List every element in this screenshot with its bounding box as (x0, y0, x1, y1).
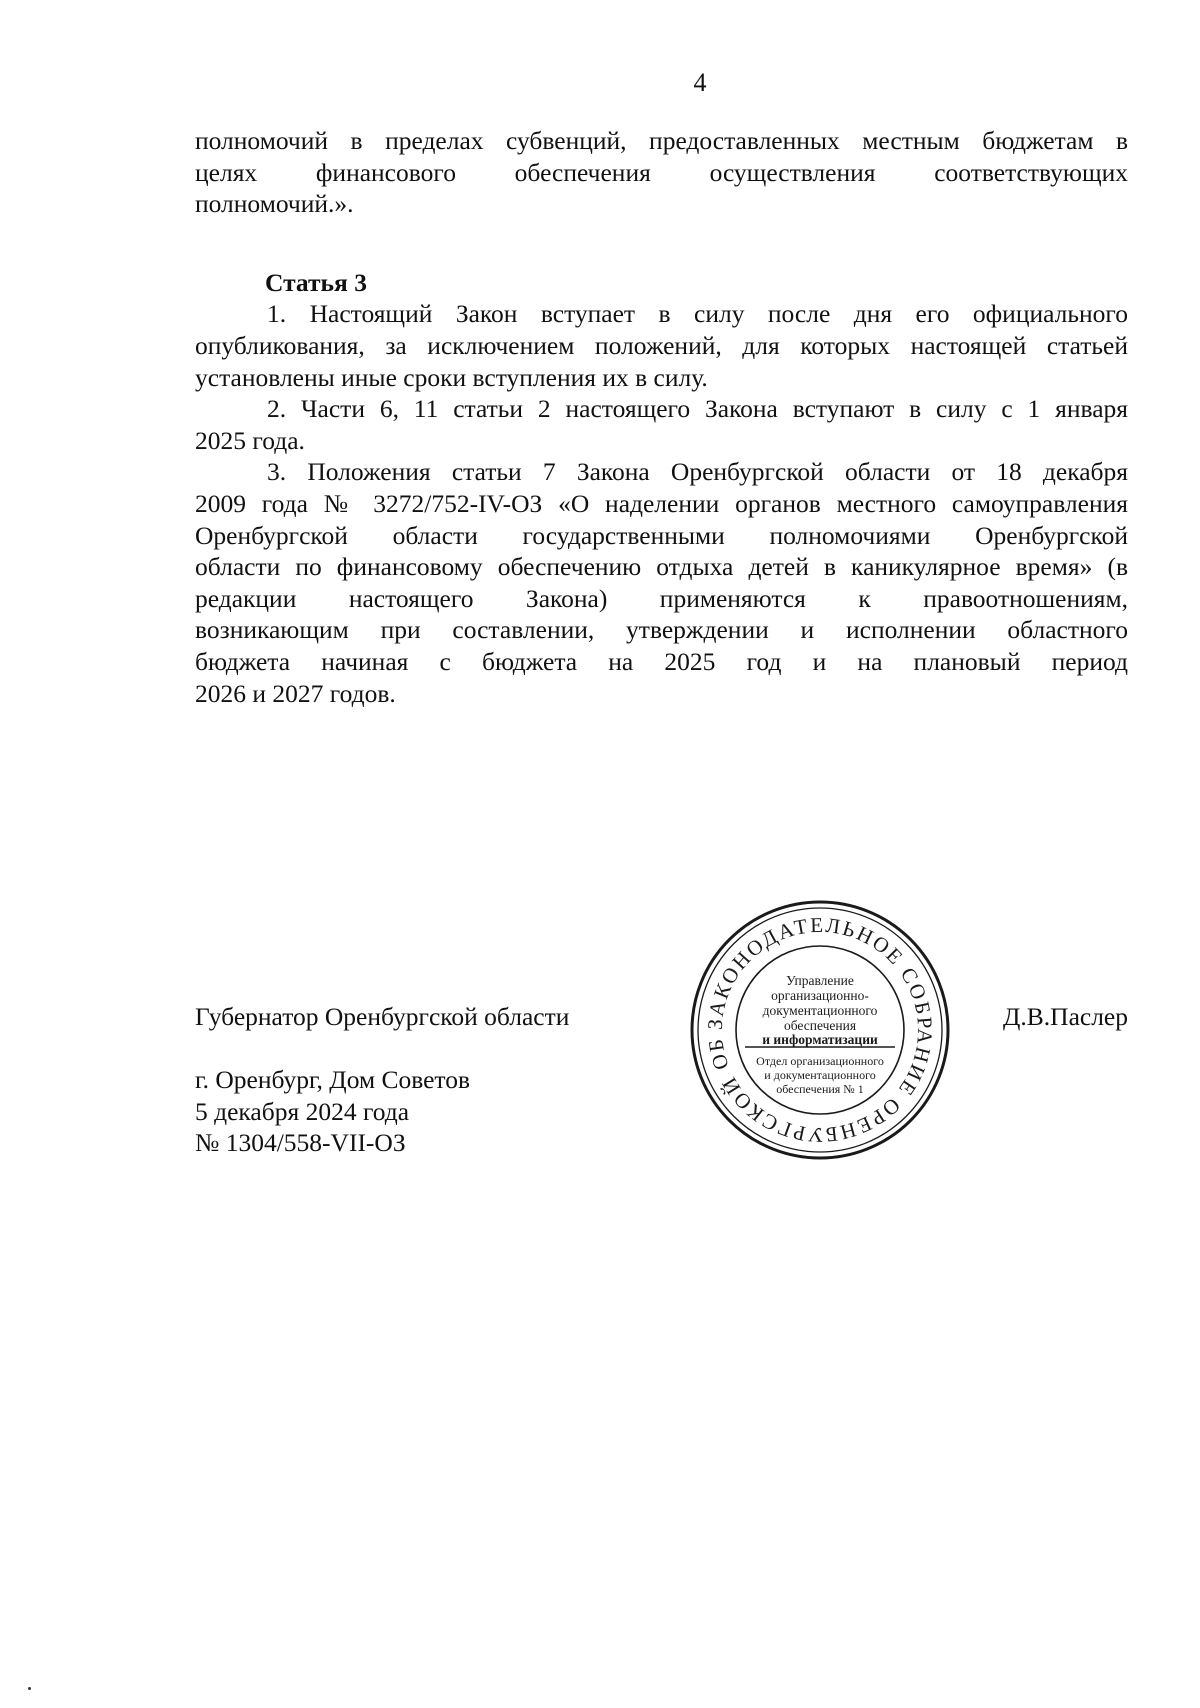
signatory-position: Губернатор Оренбургской области (195, 1002, 570, 1031)
text-line: 2009 года № 3272/752-IV-ОЗ «О наделении органов местного самоуправления (195, 488, 1128, 518)
seal-bottom-line: Отдел организационного (756, 1054, 884, 1068)
seal-inner-line: документационного (762, 1003, 878, 1018)
text-line: возникающим при составлении, утверждении и исполнении областного (195, 615, 1128, 645)
text-line: опубликования, за исключением положений, для которых настоящей статьей (195, 330, 1128, 360)
seal-inner-line: организационно- (771, 988, 869, 1003)
seal-inner-line: и информатизации (762, 1032, 878, 1047)
seal-bottom-line: и документационного (764, 1068, 876, 1082)
text-line: редакции настоящего Закона) применяются к правоотношениям, (195, 583, 1128, 613)
official-seal (687, 897, 953, 1163)
paragraph-1 (195, 298, 1128, 393)
text-line: установлены иные сроки вступления их в силу. (195, 362, 708, 392)
document-meta (195, 1064, 470, 1159)
text-line: Оренбургской области государственными полномочиями Оренбургской (195, 520, 1128, 550)
seal-inner-line: Управление (786, 973, 854, 988)
text-line: целях финансового обеспечения осуществления соответствующих (195, 157, 1128, 187)
text-line: бюджета начиная с бюджета на 2025 год и на плановый период (195, 646, 1128, 676)
seal-inner-line: обеспечения (783, 1018, 857, 1033)
date: 5 декабря 2024 года (195, 1096, 410, 1126)
paragraph-3 (195, 456, 1128, 709)
intro-paragraph (195, 125, 1128, 709)
text-line: 3. Положения статьи 7 Закона Оренбургской области от 18 декабря (267, 457, 1128, 487)
text-line: полномочий.». (195, 189, 354, 219)
text-line: 2. Части 6, 11 статьи 2 настоящего Закона вступают в силу с 1 января (267, 394, 1128, 424)
text-line: 1. Настоящий Закон вступает в силу после дня его официального (267, 299, 1128, 329)
text-line: 2025 года. (195, 425, 305, 455)
scan-speck (28, 1687, 31, 1690)
page-number: 4 (693, 68, 707, 97)
paragraph-2 (195, 393, 1128, 456)
article-title: Статья 3 (265, 267, 367, 297)
seal-graphic (687, 897, 953, 1163)
law-number: № 1304/558-VII-ОЗ (195, 1128, 406, 1157)
place: г. Оренбург, Дом Советов (195, 1065, 471, 1094)
text-line: 2026 и 2027 годов. (195, 678, 396, 708)
text-line: области по финансовому обеспечению отдыха детей в каникулярное время» (в (195, 552, 1128, 582)
seal-bottom-line: обеспечения № 1 (776, 1082, 864, 1096)
text-line: полномочий в пределах субвенций, предоставленных местным бюджетам в (195, 126, 1128, 155)
seal-ring-text: ЗАКОНОДАТЕЛЬНОЕ СОБРАНИЕ ОРЕНБУРГСКОЙ ОБ (702, 912, 938, 1148)
signatory-name: Д.В.Паслер (1003, 1002, 1128, 1031)
